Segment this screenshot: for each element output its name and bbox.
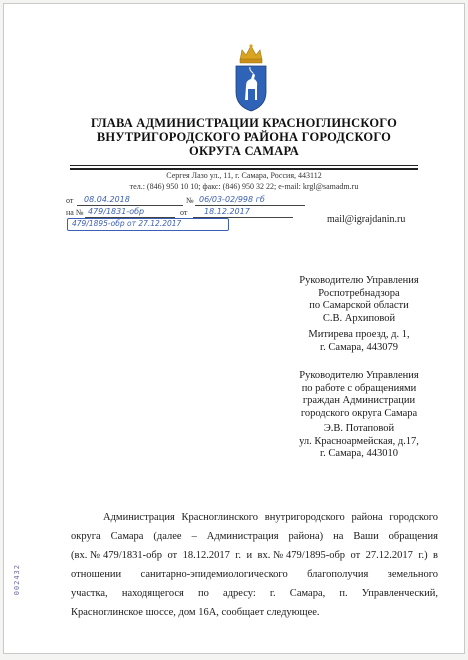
reference-from-label: от [180, 208, 188, 217]
body-line: участка, находящегося по адресу: г. Самара, п. Управленческий, [71, 588, 438, 599]
letter-body [71, 508, 438, 622]
recipient-line: г. Самара, 443079 [320, 341, 398, 353]
recipient-line: граждан Администрации [302, 395, 416, 406]
recipient-line: Э.В. Потаповой [323, 423, 395, 434]
from-label: от [66, 196, 74, 205]
body-line: округа Самара (далее – Администрация района) на Ваши обращения [71, 531, 438, 542]
reference-label: на № [66, 208, 84, 217]
number-handwritten: 06/03-02/998 гб [199, 195, 265, 204]
recipient-line: Руководителю Управления [299, 370, 419, 381]
reference-handwritten: 479/1831-обр [88, 207, 145, 216]
number-label: № [186, 196, 194, 205]
serial-number: 002432 [13, 564, 21, 596]
reference-date-handwritten: 18.12.2017 [204, 207, 250, 216]
body-line: (вх.№479/1831-обр от 18.12.2017 г. и вх.№479/1895-обр от 27.12.2017 г.) в [71, 550, 438, 561]
recipient-line: по Самарской области [309, 300, 409, 311]
issuer-address: Сергея Лазо ул., 11, г. Самара, Россия, 443112 [166, 171, 322, 180]
recipient-address [274, 329, 444, 354]
body-line: Администрация Красноглинского внутригородского района городского [103, 512, 438, 523]
letter-page [3, 3, 465, 654]
recipient-email: mail@igrajdanin.ru [327, 214, 406, 225]
number-line [195, 205, 305, 206]
recipient-line: С.В. Архиповой [322, 312, 396, 324]
boxed-note-text: 479/1895-обр от 27.12.2017 [72, 219, 182, 228]
from-date-handwritten: 08.04.2018 [84, 195, 130, 204]
recipient-address [274, 423, 444, 461]
registration-fields [66, 196, 306, 220]
header-rule-thin [70, 165, 418, 166]
recipient-line: ул. Красноармейская, д.17, [299, 435, 419, 447]
body-line: отношении санитарно-эпидемиологического благополучия земельного [71, 569, 438, 580]
from-line [77, 205, 183, 206]
recipient-block [274, 275, 444, 325]
recipient-line: Руководителю Управления [299, 275, 419, 286]
recipient-line: по работе с обращениями [301, 382, 417, 394]
issuer-phones: тел.: (846) 950 10 10; факс: (846) 950 32 22; e-mail: krgl@samadm.ru [129, 182, 359, 191]
recipient-line: Митирева проезд, д. 1, [308, 329, 410, 340]
recipient-line: Роспотребнадзора [318, 287, 400, 299]
handwritten-boxed-note [67, 218, 229, 231]
issuer-title-line: ГЛАВА АДМИНИСТРАЦИИ КРАСНОГЛИНСКОГО [90, 116, 398, 130]
coat-of-arms-icon [231, 42, 271, 114]
recipient-line: г. Самара, 443010 [320, 448, 398, 459]
issuer-title-line: ВНУТРИГОРОДСКОГО РАЙОНА ГОРОДСКОГО [96, 130, 392, 144]
recipient-line: городского округа Самара [300, 407, 418, 419]
recipient-block [274, 370, 444, 420]
body-line: Красноглинское шоссе, дом 16А, сообщает следующее. [71, 607, 320, 618]
issuer-title [74, 116, 414, 158]
issuer-title-line: ОКРУГА САМАРА [189, 144, 299, 158]
